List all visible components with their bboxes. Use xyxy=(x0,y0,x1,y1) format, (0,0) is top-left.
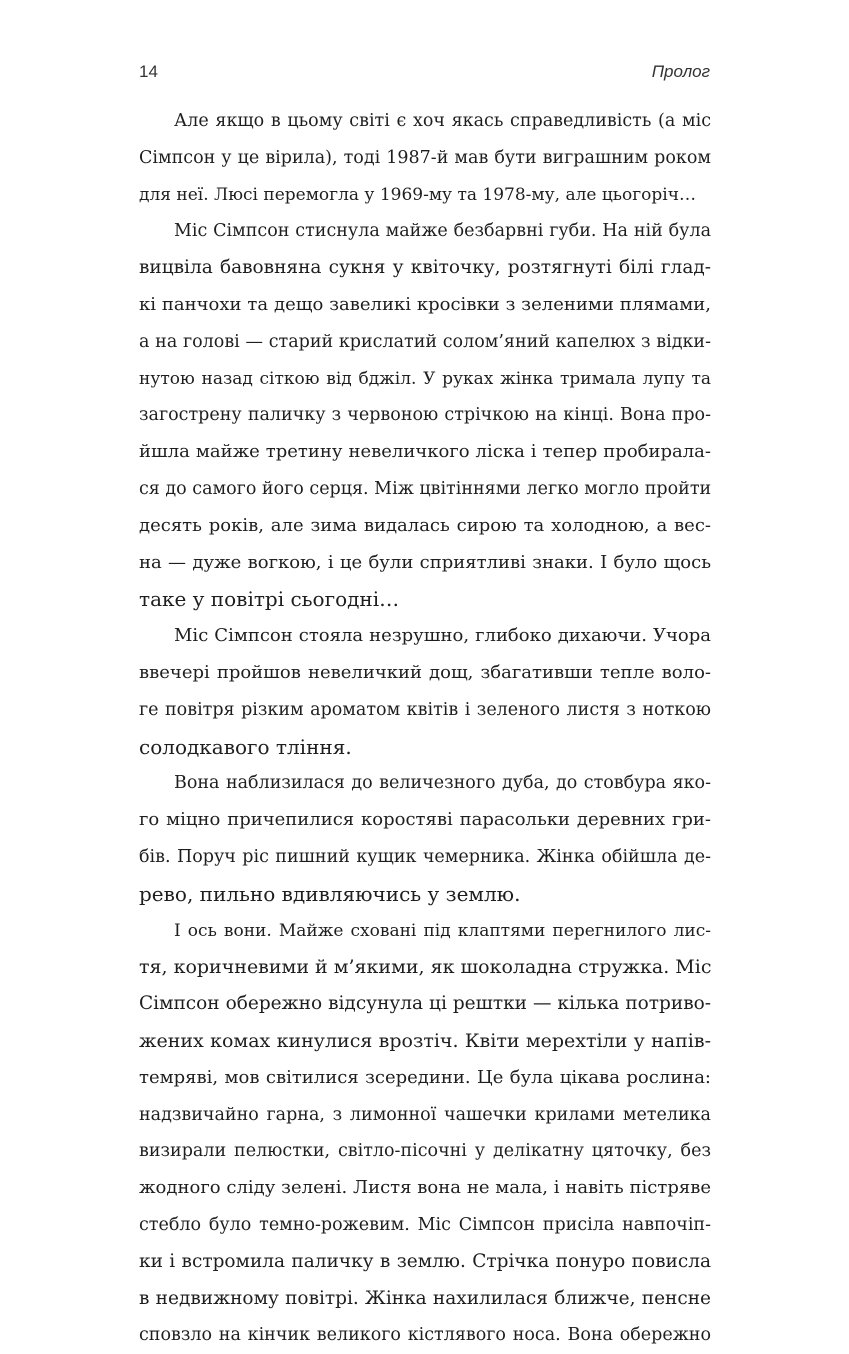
text-line: десять років, але зима видалась сирою та холодною, а вес- xyxy=(139,514,711,536)
text-line: для неї. Люсі перемогла у 1969-му та 1978-му, але цьогоріч… xyxy=(139,184,696,205)
text-line: кі панчохи та дещо завеликі кросівки з зеленими плямами, xyxy=(139,293,711,315)
text-line: І ось вони. Майже сховані під клаптями перегнилого лис- xyxy=(174,920,711,941)
text-line: нутою назад сіткою від бджіл. У руках жінка тримала лупу та xyxy=(139,368,711,389)
text-line: на — дуже вогкою, і це були сприятливі знаки. І було щось xyxy=(139,551,711,573)
text-line: в недвижному повітрі. Жінка нахилилася ближче, пенсне xyxy=(139,1287,711,1309)
text-line: вицвіла бавовняна сукня у квіточку, розтягнуті білі глад- xyxy=(139,257,711,279)
text-line: ге повітря різким ароматом квітів і зеленого листя з ноткою xyxy=(139,699,711,720)
text-line: Але якщо в цьому світі є хоч якась справедливість (а міс xyxy=(174,111,711,131)
text-line: таке у повітрі сьогодні… xyxy=(139,587,400,612)
text-line: Міс Сімпсон стиснула майже безбарвні губи. На ній була xyxy=(174,221,711,242)
text-line: Міс Сімпсон стояла незрушно, глибоко дихаючи. Учора xyxy=(174,625,711,647)
page-header xyxy=(139,62,710,86)
text-line: загострену паличку з червоною стрічкою на кінці. Вона про- xyxy=(139,405,711,426)
text-line: солодкавого тління. xyxy=(139,734,352,759)
text-line: ввечері пройшов невеличкий дощ, збагативши тепле воло- xyxy=(139,661,711,683)
page-number: 14 xyxy=(139,62,158,81)
text-line: жених комах кинулися врозтіч. Квіти мерехтіли у напів- xyxy=(139,1029,711,1052)
text-line: стебло було темно-рожевим. Міс Сімпсон присіла навпочіп- xyxy=(139,1214,711,1235)
text-line: бів. Поруч ріс пишний кущик чемерника. Жінка обійшла де- xyxy=(139,846,711,867)
text-line: ки і встромила паличку в землю. Стрічка понуро повисла xyxy=(139,1250,711,1272)
text-line: визирали пелюстки, світло-пісочні у делікатну цяточку, без xyxy=(139,1141,711,1162)
text-line: Сімпсон обережно відсунула ці рештки — кілька потриво- xyxy=(139,993,711,1015)
text-line: тя, коричневими й м’якими, як шоколадна стружка. Міс xyxy=(139,956,712,979)
text-line: темряві, мов світилися зсередини. Це була цікава рослина: xyxy=(139,1066,711,1088)
text-line: йшла майже третину невеличкого ліска і тепер пробирала- xyxy=(139,441,711,463)
running-title: Пролог xyxy=(651,62,710,81)
text-line: ся до самого його серця. Між цвітіннями легко могло пройти xyxy=(139,478,712,499)
text-line: го міцно причепилися коростяві парасольки деревних гри- xyxy=(139,809,711,831)
text-line: надзвичайно гарна, з лимонної чашечки крилами метелика xyxy=(139,1104,711,1125)
text-line: сповзло на кінчик великого кістлявого носа. Вона обережно xyxy=(139,1325,711,1346)
text-line: Сімпсон у це вірила), тоді 1987-й мав бути виграшним роком xyxy=(139,147,711,168)
text-line: рево, пильно вдивляючись у землю. xyxy=(139,881,521,906)
text-line: а на голові — старий крислатий солом’яний капелюх з відки- xyxy=(139,331,711,352)
text-line: Вона наблизилася до величезного дуба, до стовбура яко- xyxy=(174,773,711,794)
text-line: жодного сліду зелені. Листя вона не мала, і навіть пістряве xyxy=(139,1177,711,1199)
body-text xyxy=(139,103,711,1354)
